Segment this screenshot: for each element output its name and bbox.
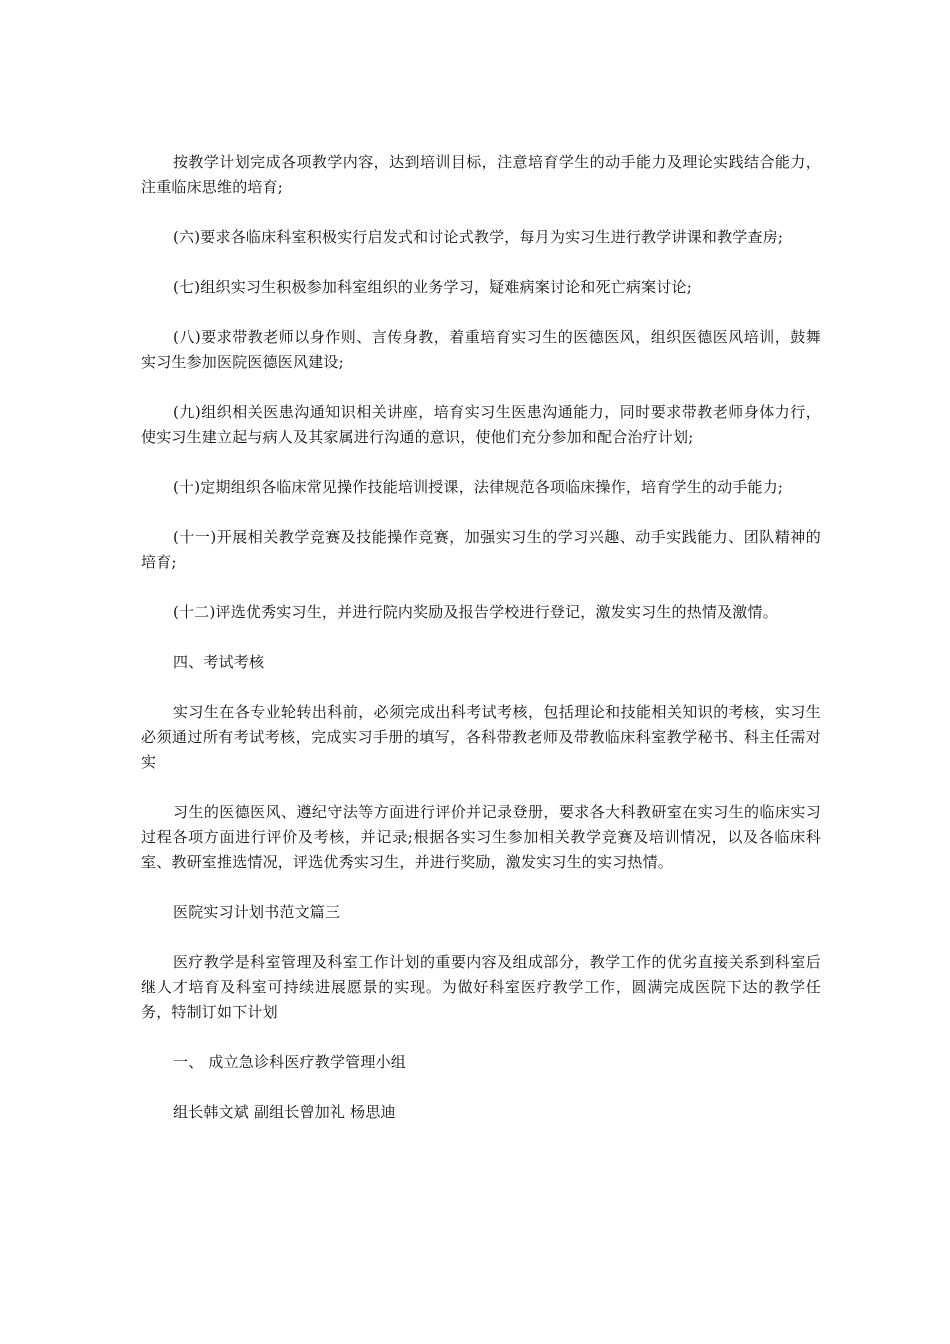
section-heading-article-3: 医院实习计划书范文篇三 bbox=[173, 903, 341, 921]
paragraph-group-members: 组长韩文斌 副组长曾加礼 杨思迪 bbox=[173, 1103, 396, 1121]
paragraph-article-3-intro: 医疗教学是科室管理及科室工作计划的重要内容及组成部分，教学工作的优劣直接关系到科室后继人才培育及科室可持续进展愿景的实现。为做好科室医疗教学工作，圆满完成医院下达的教学任务，特制订如下计划 bbox=[141, 953, 821, 1021]
section-heading-exam: 四、考试考核 bbox=[173, 653, 265, 671]
section-heading-group: 一、 成立急诊科医疗教学管理小组 bbox=[173, 1053, 406, 1071]
paragraph-item-10: (十)定期组织各临床常见操作技能培训授课，法律规范各项临床操作，培育学生的动手能力; bbox=[173, 478, 784, 496]
paragraph-exam-part-2: 习生的医德医风、遵纪守法等方面进行评价并记录登册，要求各大科教研室在实习生的临床实习过程各项方面进行评价及考核，并记录;根据各实习生参加相关教学竞赛及培训情况，以及各临床科室、教研室推选情况，评选优秀实习生，并进行奖励，激发实习生的实习热情。 bbox=[141, 803, 821, 871]
document-body bbox=[141, 150, 821, 1150]
paragraph-item-9: (九)组织相关医患沟通知识相关讲座，培育实习生医患沟通能力，同时要求带教老师身体力行，使实习生建立起与病人及其家属进行沟通的意识，使他们充分参加和配合治疗计划; bbox=[141, 403, 821, 446]
paragraph-item-11: (十一)开展相关教学竞赛及技能操作竞赛，加强实习生的学习兴趣、动手实践能力、团队精神的培育; bbox=[141, 528, 821, 571]
paragraph-exam-part-1: 实习生在各专业轮转出科前，必须完成出科考试考核，包括理论和技能相关知识的考核，实习生必须通过所有考试考核，完成实习手册的填写，各科带教老师及带教临床科室教学秘书、科主任需对实 bbox=[141, 703, 821, 771]
paragraph-teaching-plan: 按教学计划完成各项教学内容，达到培训目标，注意培育学生的动手能力及理论实践结合能力，注重临床思维的培育; bbox=[141, 153, 821, 196]
paragraph-item-12: (十二)评选优秀实习生，并进行院内奖励及报告学校进行登记，激发实习生的热情及激情。 bbox=[173, 603, 778, 621]
paragraph-item-7: (七)组织实习生积极参加科室组织的业务学习，疑难病案讨论和死亡病案讨论; bbox=[173, 278, 692, 296]
paragraph-item-6: (六)要求各临床科室积极实行启发式和讨论式教学，每月为实习生进行教学讲课和教学查房; bbox=[173, 228, 784, 246]
paragraph-item-8: (八)要求带教老师以身作则、言传身教，着重培育实习生的医德医风，组织医德医风培训，鼓舞实习生参加医院医德医风建设; bbox=[141, 328, 821, 371]
